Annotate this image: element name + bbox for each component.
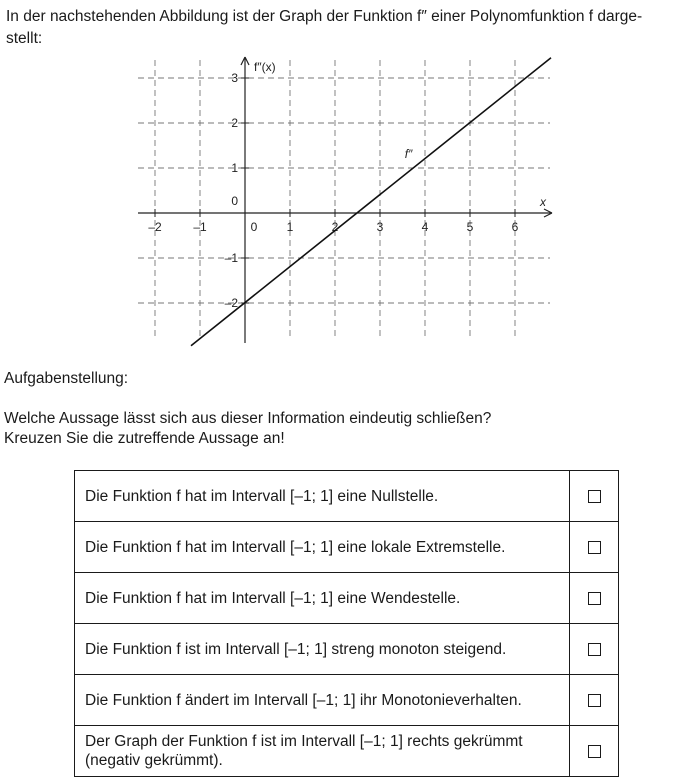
y-tick-label: –1 [224,251,238,265]
option-checkbox[interactable] [588,592,601,605]
option-checkbox[interactable] [588,694,601,707]
x-tick-label: 2 [331,220,339,234]
y-tick-label: 0 [231,194,238,208]
option-checkbox[interactable] [588,541,601,554]
option-checkbox[interactable] [588,643,601,656]
option-statement: Die Funktion f ändert im Intervall [–1; 1] ihr Monotonieverhalten. [75,675,570,726]
x-tick-label: –2 [148,220,162,234]
y-tick-label: 3 [231,71,238,85]
instructions-line-1: Welche Aussage lässt sich aus dieser Information eindeutig schließen? [4,410,492,427]
y-tick-label: 1 [231,161,238,175]
intro-line-2: stellt: [6,30,43,47]
option-statement: Die Funktion f ist im Intervall [–1; 1] streng monoton steigend. [75,624,570,675]
x-tick-label: –1 [193,220,207,234]
tick-labels [148,60,547,310]
intro-line-1: In der nachstehenden Abbildung ist der Graph der Funktion f″ einer Polynomfunktion f darge- [6,8,643,25]
option-row [75,522,619,573]
x-tick-label: 6 [511,220,519,234]
series-label: f″ [404,147,413,162]
option-row [75,471,619,522]
option-statement: Die Funktion f hat im Intervall [–1; 1] eine Wendestelle. [75,573,570,624]
option-statement: Der Graph der Funktion f ist im Intervall [–1; 1] rechts gekrümmt (negativ gekrümmt). [75,726,570,777]
option-statement: Die Funktion f hat im Intervall [–1; 1] eine Nullstelle. [75,471,570,522]
answer-options-table [74,470,619,777]
y-tick-label: –2 [224,296,238,310]
option-row [75,573,619,624]
x-tick-label: 1 [286,220,294,234]
task-heading: Aufgabenstellung: [4,370,129,387]
option-checkbox[interactable] [588,490,601,503]
option-statement: Die Funktion f hat im Intervall [–1; 1] eine lokale Extremstelle. [75,522,570,573]
x-tick-label: 5 [466,220,474,234]
option-row [75,624,619,675]
x-tick-label: 4 [421,220,429,234]
option-row [75,726,619,777]
grid-lines [138,60,550,340]
option-checkbox[interactable] [588,745,601,758]
y-axis-label: f″(x) [254,60,276,74]
instructions [4,409,674,449]
y-tick-label: 2 [231,116,238,130]
x-axis-label: x [540,195,546,209]
option-row [75,675,619,726]
x-tick-label: 0 [250,220,258,234]
x-tick-label: 3 [376,220,384,234]
instructions-line-2: Kreuzen Sie die zutreffende Aussage an! [4,430,285,447]
function-graph [130,55,560,355]
intro-paragraph [6,6,678,50]
